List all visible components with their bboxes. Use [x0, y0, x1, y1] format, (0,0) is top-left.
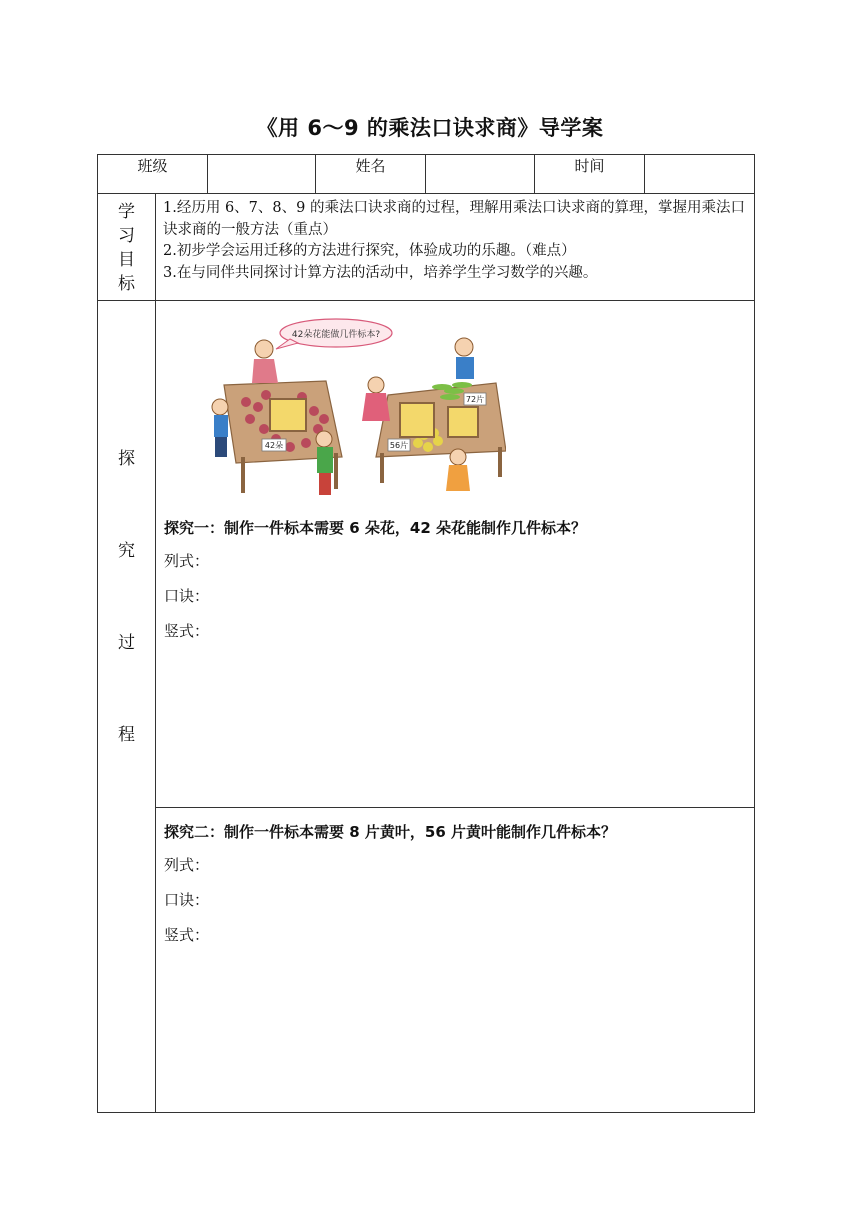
- green-leaf-tag-text: 72片: [465, 395, 485, 404]
- flower-tag-text: 42朵: [264, 441, 284, 450]
- girl-dress: [446, 465, 470, 491]
- boy-shirt: [214, 415, 228, 437]
- goal-item-2: 2.初步学会运用迁移的方法进行探究，体验成功的乐趣。（难点）: [163, 243, 576, 259]
- speech-text: 42朵花能做几件标本?: [291, 330, 381, 340]
- goal-item-1: 1.经历用 6、7、8、9 的乘法口诀求商的过程，理解用乘法口诀求商的算理，掌握用乘法口诀求商的一般方法（重点）: [163, 200, 745, 238]
- boy-figure: [455, 338, 473, 356]
- boy-shirt: [456, 357, 474, 379]
- name-label: 姓名: [316, 155, 426, 194]
- q2-vertical-label: 竖式：: [164, 926, 210, 944]
- goals-label-char: 学: [118, 202, 135, 222]
- boy-figure: [212, 399, 228, 415]
- explore-label-char: 究: [118, 541, 135, 561]
- name-field[interactable]: [426, 155, 535, 194]
- q1-vertical-label: 竖式：: [164, 622, 210, 640]
- q1-rhyme-label: 口诀：: [164, 587, 210, 605]
- q1-formula-label: 列式：: [164, 552, 210, 570]
- specimen-frame: [270, 399, 306, 431]
- explore-two-cell: [156, 808, 755, 1113]
- explore-row-1: [98, 301, 755, 808]
- time-field[interactable]: [645, 155, 755, 194]
- boy-pants: [215, 437, 227, 457]
- page-title: 《用 6～9 的乘法口诀求商》导学案: [256, 116, 604, 140]
- q2-rhyme-label: 口诀：: [164, 891, 210, 909]
- table-leg: [241, 457, 245, 493]
- explore-label: [98, 301, 156, 1113]
- goal-item-3: 3.在与同伴共同探讨计算方法的活动中，培养学生学习数学的兴趣。: [163, 264, 598, 281]
- girl-dress: [252, 359, 278, 383]
- header-row: [98, 155, 755, 194]
- goals-label-char: 目: [118, 250, 135, 270]
- goals-label-char: 标: [118, 274, 135, 294]
- explore-row-2: [98, 808, 755, 1113]
- goals-content: [156, 194, 755, 301]
- explore-label-char: 过: [118, 633, 135, 653]
- specimen-frame: [448, 407, 478, 437]
- class-label: 班级: [98, 155, 208, 194]
- guide-table: [97, 154, 755, 1113]
- class-field[interactable]: [208, 155, 316, 194]
- girl-figure: [255, 340, 273, 358]
- boy-pants: [319, 473, 331, 495]
- table-leg: [498, 447, 502, 477]
- girl-figure: [368, 377, 384, 393]
- specimen-frame: [400, 403, 434, 437]
- table-leg: [380, 453, 384, 483]
- girl-dress: [362, 393, 390, 421]
- illustration-image: [206, 307, 506, 507]
- girl-figure: [450, 449, 466, 465]
- goals-row: [98, 194, 755, 301]
- q2-formula-label: 列式：: [164, 856, 210, 874]
- explore-label-char: 探: [118, 449, 135, 469]
- table-leg: [334, 453, 338, 489]
- boy-shirt: [317, 447, 333, 473]
- question-two-title: 探究二：制作一件标本需要 8 片黄叶，56 片黄叶能制作几件标本？: [164, 823, 616, 841]
- goals-label-char: 习: [118, 226, 135, 246]
- boy-figure: [316, 431, 332, 447]
- explore-one-cell: [156, 301, 755, 808]
- question-one-title: 探究一：制作一件标本需要 6 朵花，42 朵花能制作几件标本？: [164, 519, 586, 537]
- time-label: 时间: [535, 155, 645, 194]
- goals-label: [98, 194, 156, 301]
- yellow-leaf-tag-text: 56片: [389, 441, 409, 450]
- explore-label-char: 程: [118, 725, 135, 745]
